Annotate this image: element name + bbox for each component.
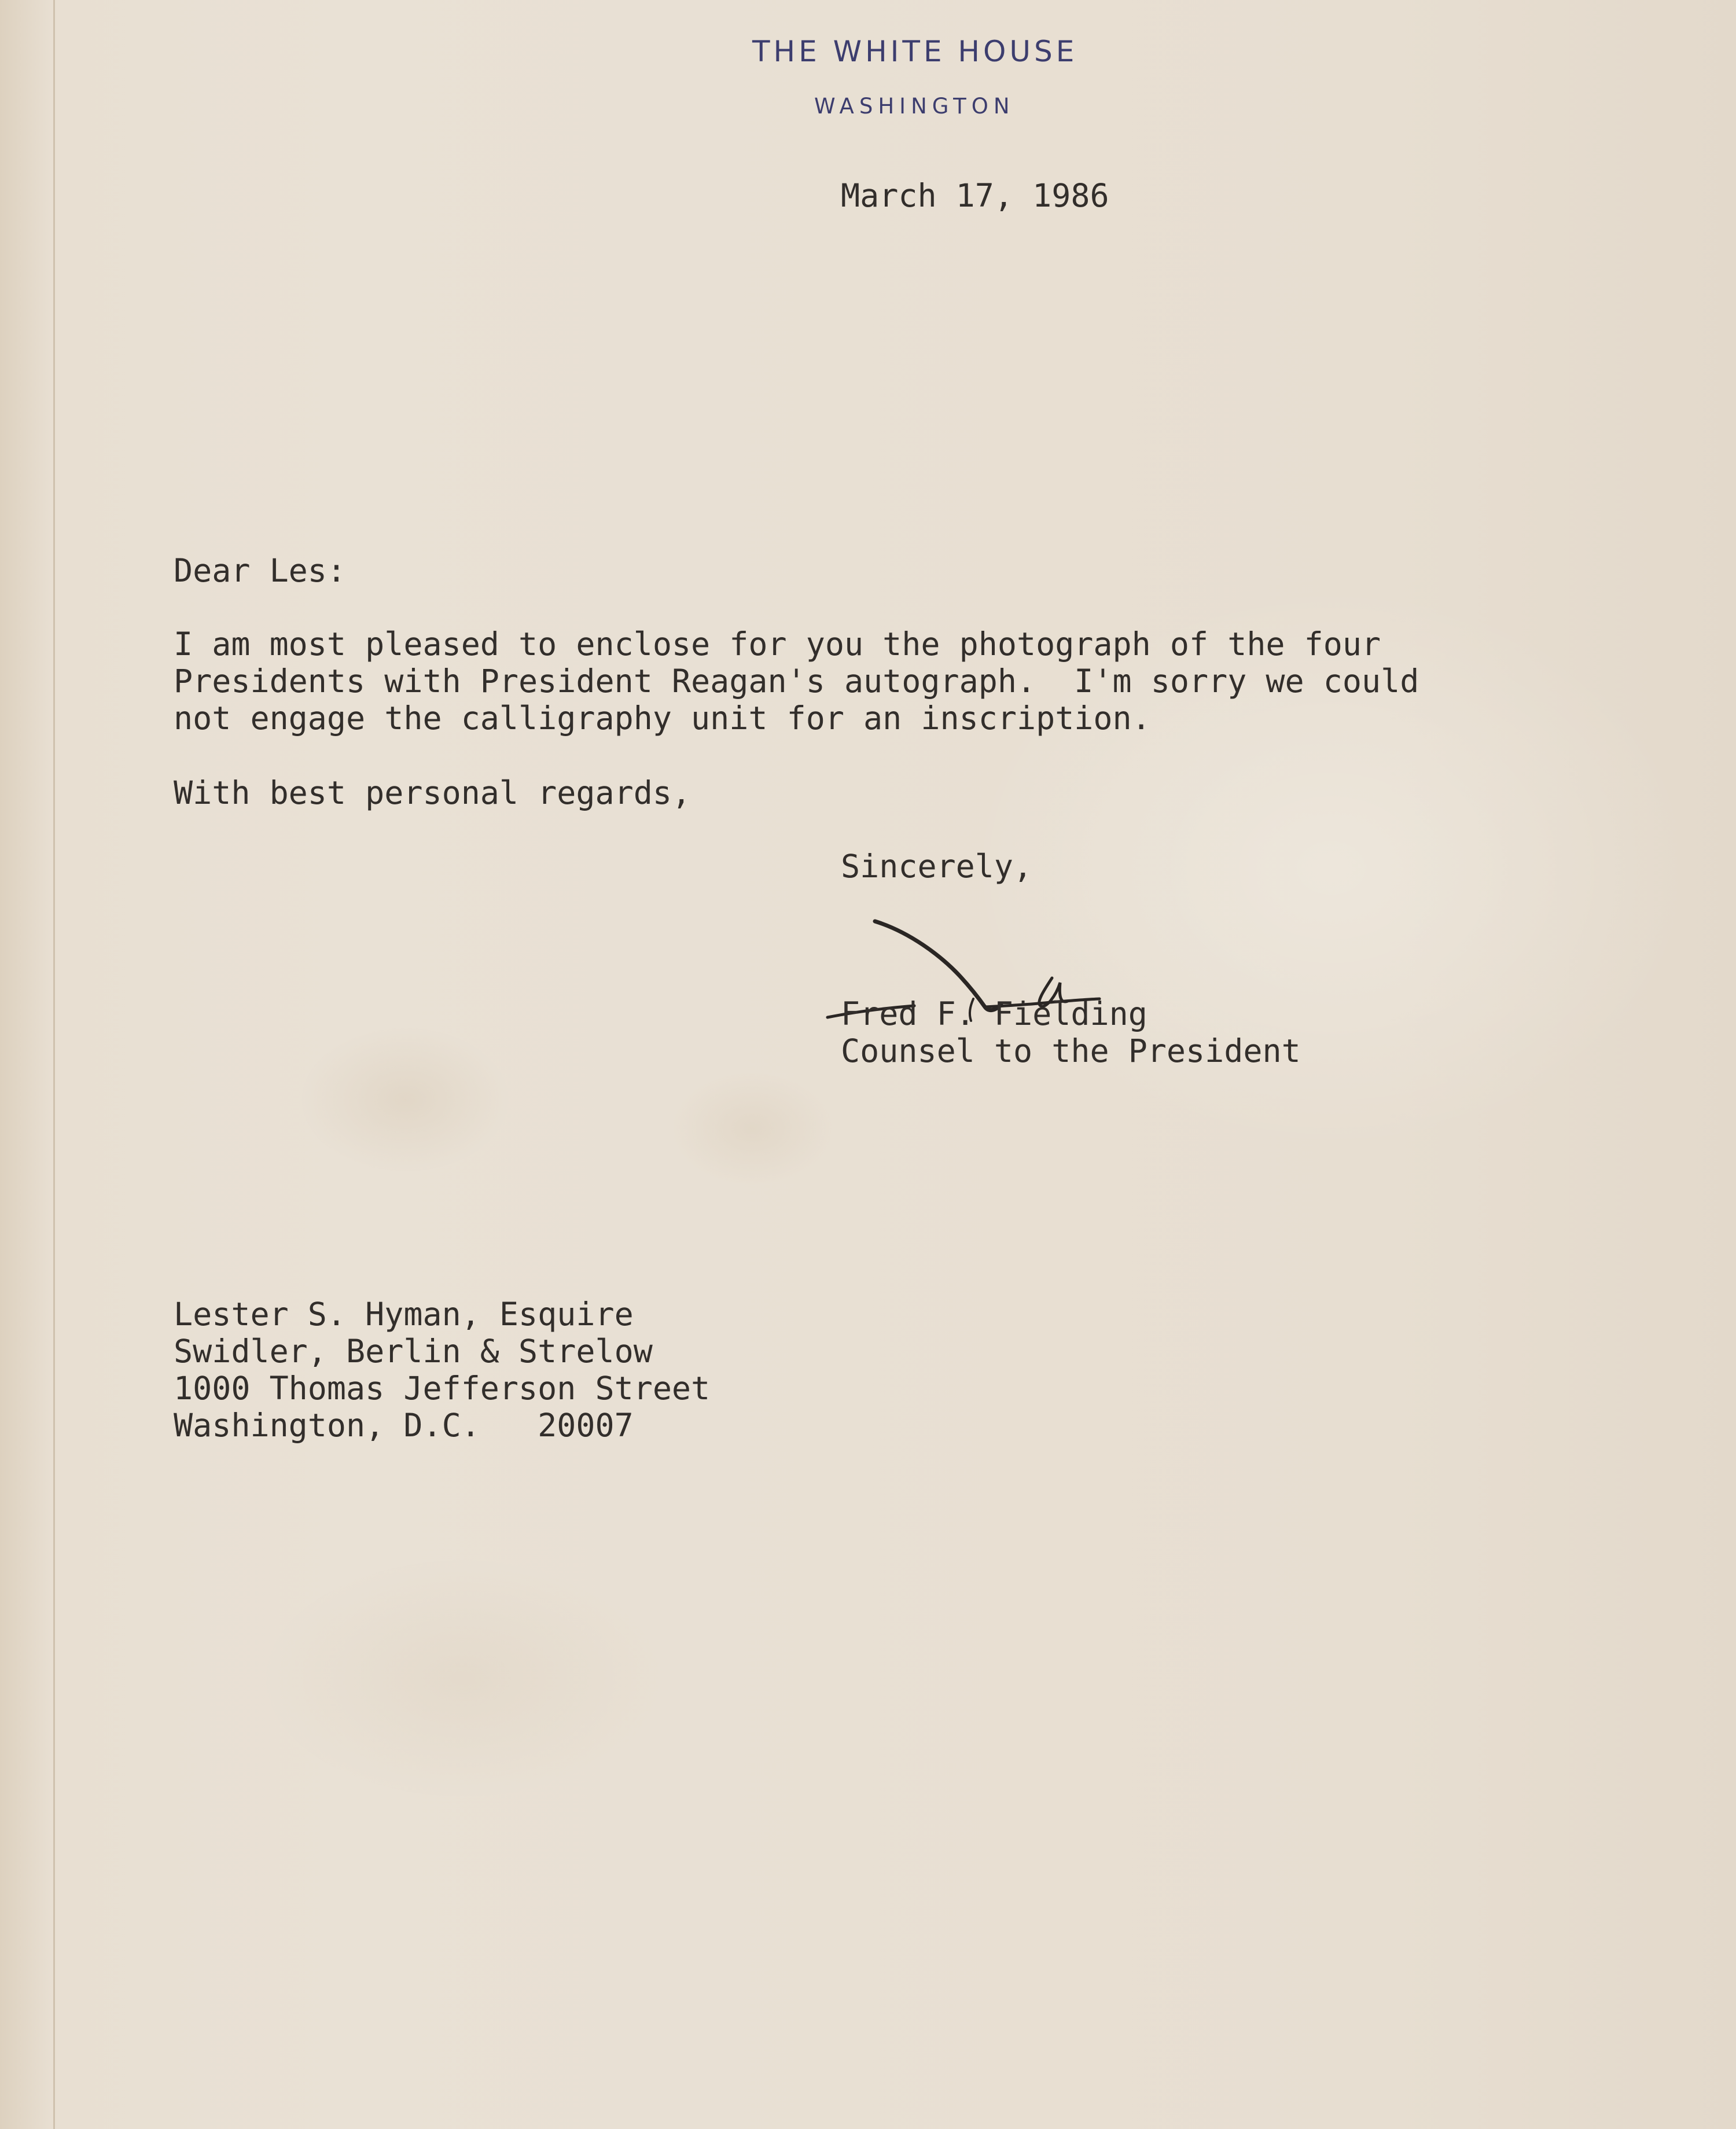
letterhead-location: WASHINGTON <box>814 94 1015 119</box>
recipient-street: 1000 Thomas Jefferson Street <box>174 1370 711 1407</box>
closing: With best personal regards, <box>174 774 692 811</box>
body-line: Presidents with President Reagan's autograph. I'm sorry we could <box>174 663 1419 700</box>
body-line: I am most pleased to enclose for you the photograph of the four <box>174 626 1381 663</box>
recipient-firm: Swidler, Berlin & Strelow <box>174 1333 653 1370</box>
recipient-city: Washington, D.C. 20007 <box>174 1407 634 1444</box>
recipient-address <box>174 1296 710 1444</box>
paper-edge <box>53 0 55 2129</box>
signature-block <box>841 995 1301 1069</box>
letterhead-title: THE WHITE HOUSE <box>752 35 1078 68</box>
recipient-name: Lester S. Hyman, Esquire <box>174 1296 634 1333</box>
body-line: not engage the calligraphy unit for an inscription. <box>174 700 1151 737</box>
signer-title: Counsel to the President <box>841 1032 1301 1069</box>
salutation: Dear Les: <box>174 552 347 589</box>
signer-name: Fred F. Fielding <box>841 995 1147 1032</box>
sign-off: Sincerely, <box>841 848 1033 885</box>
letter-date: March 17, 1986 <box>841 177 1109 214</box>
body-paragraph <box>174 626 1419 737</box>
